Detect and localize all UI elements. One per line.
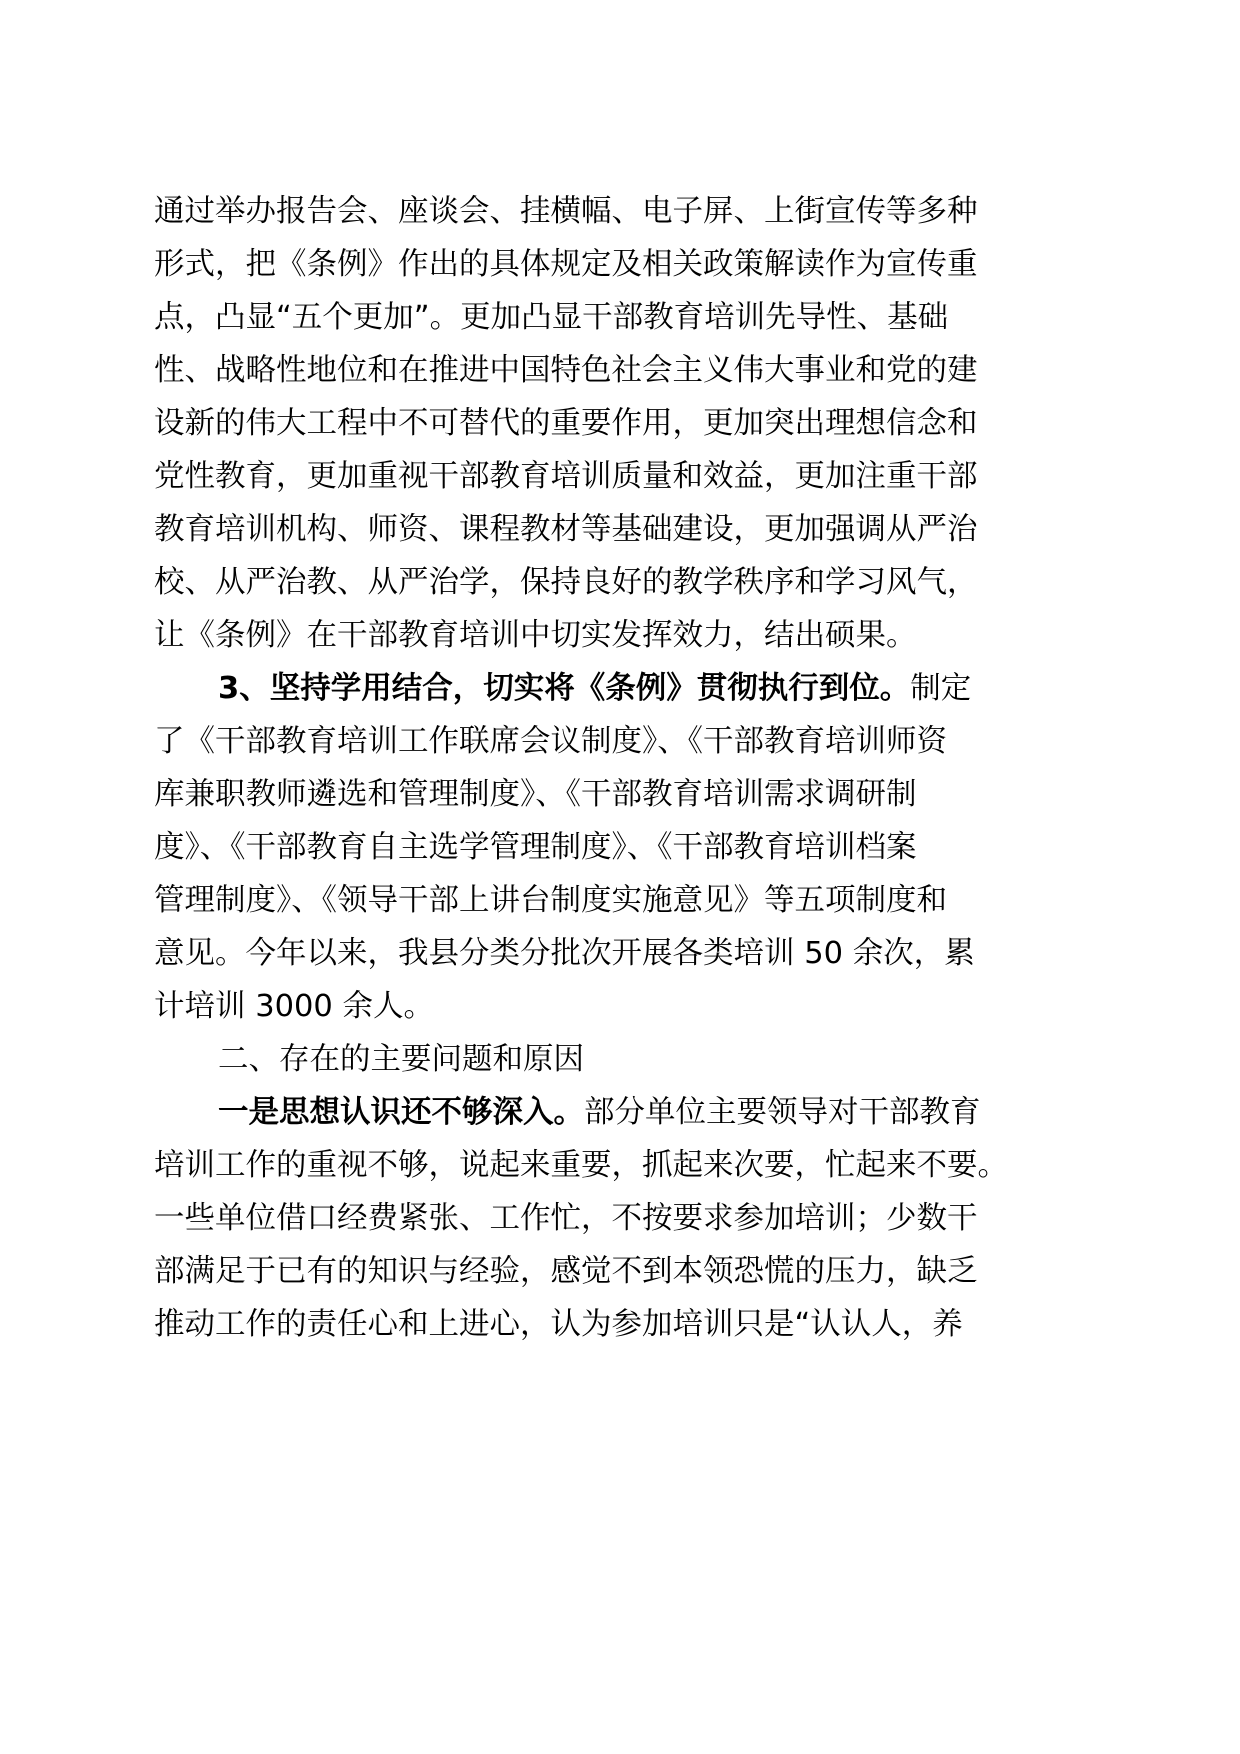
body-text-line: 校、从严治教、从严治学，保持良好的教学秩序和学习风气，	[154, 565, 978, 600]
section-heading: 二、存在的主要问题和原因	[218, 1042, 584, 1077]
body-text-line: 培训工作的重视不够，说起来重要，抓起来次要，忙起来不要。	[154, 1148, 1008, 1183]
body-text-line: 意见。今年以来，我县分类分批次开展各类培训 50 余次，累	[154, 936, 975, 971]
body-text-line: 党性教育，更加重视干部教育培训质量和效益，更加注重干部	[154, 459, 978, 494]
body-text-line: 性、战略性地位和在推进中国特色社会主义伟大事业和党的建	[154, 353, 978, 388]
body-text-line: 推动工作的责任心和上进心，认为参加培训只是“认认人，养	[154, 1307, 963, 1342]
body-text-line: 通过举办报告会、座谈会、挂横幅、电子屏、上街宣传等多种	[154, 194, 978, 229]
body-text-line: 教育培训机构、师资、课程教材等基础建设，更加强调从严治	[154, 512, 978, 547]
body-text-line: 部满足于已有的知识与经验，感觉不到本领恐慌的压力，缺乏	[154, 1254, 978, 1289]
point1-text: 部分单位主要领导对干部教育	[584, 1095, 981, 1130]
point3-text: 制定	[910, 671, 972, 706]
body-text-line: 库兼职教师遴选和管理制度》、《干部教育培训需求调研制	[154, 777, 917, 812]
point3-heading: 3、坚持学用结合，切实将《条例》贯彻执行到位。	[218, 671, 911, 706]
point1-paragraph-start	[218, 1088, 981, 1138]
body-text-line: 了《干部教育培训工作联席会议制度》、《干部教育培训师资	[154, 724, 947, 759]
body-text-line: 设新的伟大工程中不可替代的重要作用，更加突出理想信念和	[154, 406, 978, 441]
body-text-line: 一些单位借口经费紧张、工作忙，不按要求参加培训；少数干	[154, 1201, 978, 1236]
body-text-line: 管理制度》、《领导干部上讲台制度实施意见》等五项制度和	[154, 883, 947, 918]
point3-paragraph-start	[218, 664, 971, 714]
body-text-line: 度》、《干部教育自主选学管理制度》、《干部教育培训档案	[154, 830, 917, 865]
body-text-line: 形式，把《条例》作出的具体规定及相关政策解读作为宣传重	[154, 247, 978, 282]
body-text-line: 点，凸显“五个更加”。更加凸显干部教育培训先导性、基础	[154, 300, 949, 335]
body-text-line: 让《条例》在干部教育培训中切实发挥效力，结出硕果。	[154, 618, 917, 653]
body-text-line: 计培训 3000 余人。	[154, 989, 435, 1024]
point1-heading: 一是思想认识还不够深入。	[218, 1095, 584, 1130]
